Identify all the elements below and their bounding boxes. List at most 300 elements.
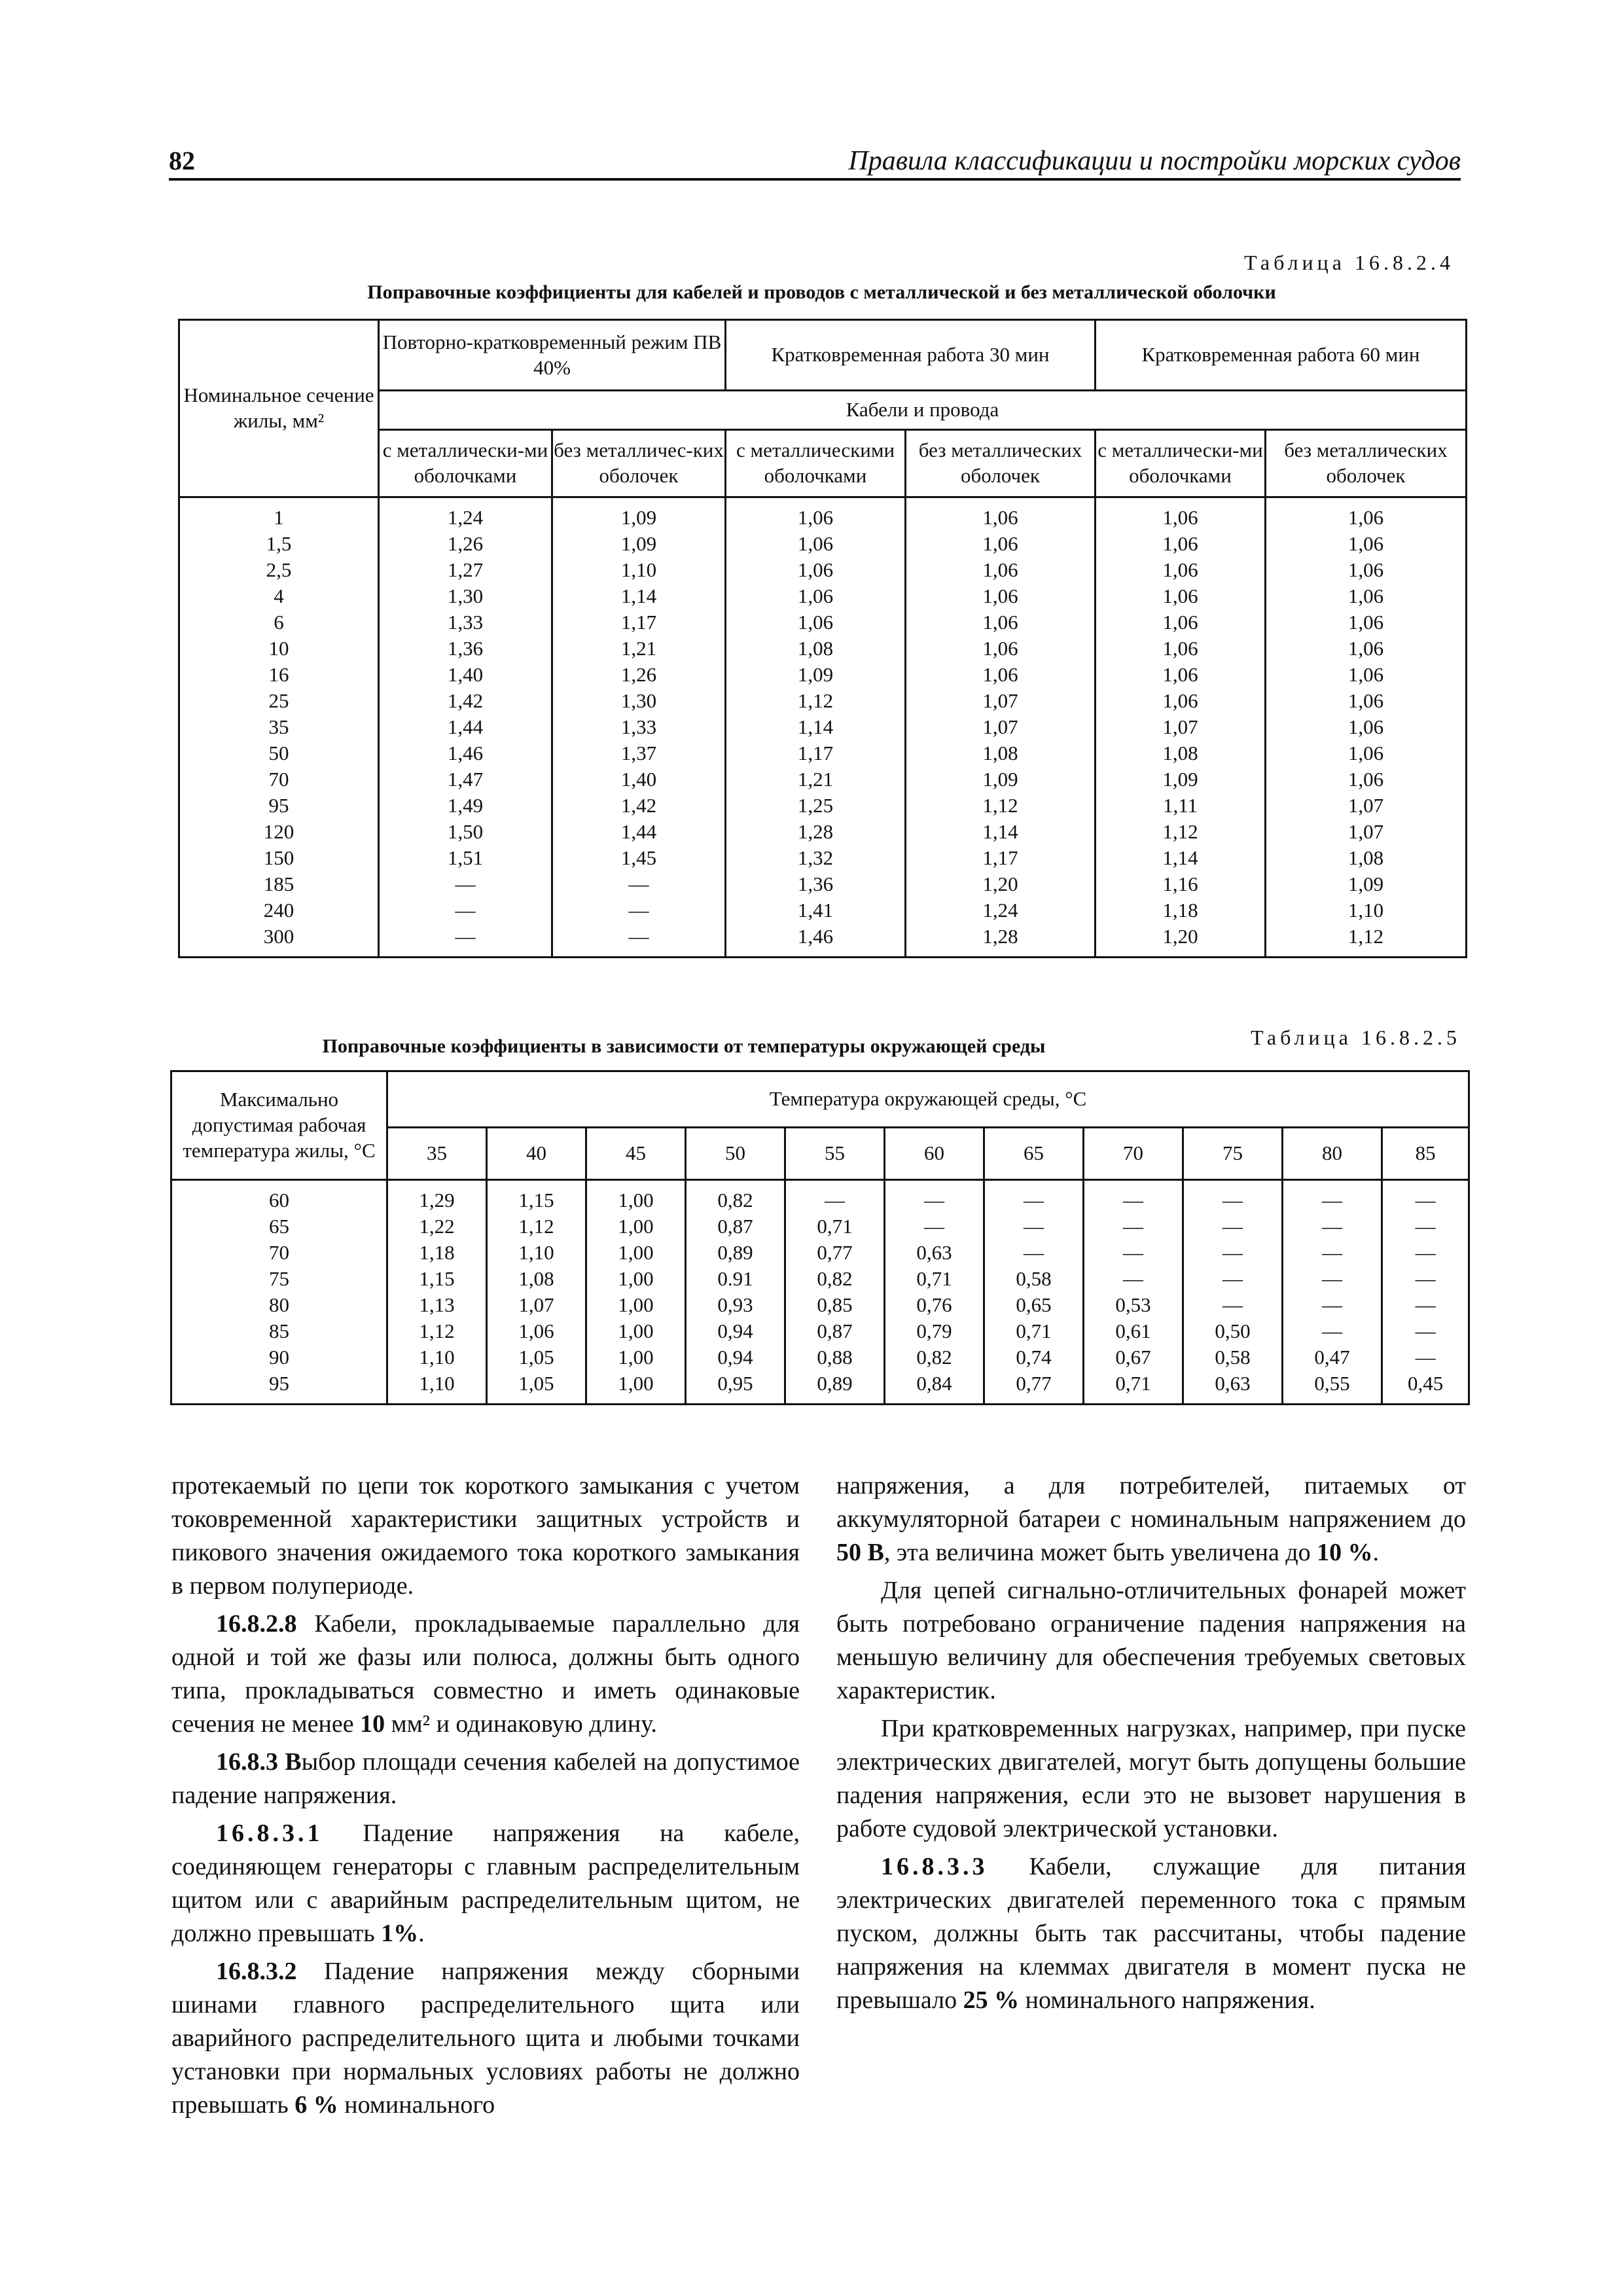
table-cell: 1,06	[1347, 506, 1384, 529]
table2-temp-header: 70	[1084, 1128, 1183, 1180]
table-cell: 300	[263, 925, 294, 948]
table-cell: 1,33	[447, 611, 484, 634]
table-cell: 1,20	[982, 872, 1018, 895]
table-cell: 1,00	[618, 1319, 654, 1342]
table1-column	[906, 497, 1096, 958]
table2-row-header: Максимально допустимая рабочая температура жилы, °С	[171, 1071, 387, 1180]
table-cell: —	[1415, 1241, 1436, 1264]
table-cell: —	[1322, 1293, 1342, 1316]
table-cell: 95	[268, 794, 289, 817]
table-cell: —	[1322, 1241, 1342, 1264]
table-cell: 150	[263, 846, 294, 869]
table-cell: 1,49	[447, 794, 484, 817]
table-cell: 1,06	[797, 558, 834, 581]
table1-group-header: Кратковременная работа 30 мин	[726, 320, 1096, 391]
table-cell: 2,5	[266, 558, 292, 581]
table1-sub-header: без металлических оболочек	[906, 430, 1096, 497]
clause-number: 16.8.3.2	[216, 1958, 297, 1985]
table-cell: —	[924, 1215, 944, 1238]
table-cell: 1,00	[618, 1215, 654, 1238]
paragraph-text: Падение напряжения между сборными шинами главного распределительного щита или аварийного распределительного щита и любыми точками установки при нормальных условиях работы не должно превышать	[171, 1958, 800, 2119]
table-cell: 1,14	[982, 820, 1018, 843]
table-cell: 1,09	[1347, 872, 1384, 895]
table-cell: 0,71	[916, 1267, 952, 1290]
paragraph-text: Для цепей сигнально-отличительных фонарей может быть потребовано ограничение падения напряжения на меньшую величину для обеспечения требуемых световых характеристик.	[836, 1577, 1466, 1704]
table-cell: 185	[263, 872, 294, 895]
table2-column	[885, 1180, 984, 1405]
table-cell: 1,40	[620, 768, 657, 791]
table2-column	[586, 1180, 686, 1405]
table-cell: 120	[263, 820, 294, 843]
table-cell: —	[628, 872, 649, 895]
table-cell: 0,82	[916, 1346, 952, 1369]
table-cell: 1,06	[1347, 768, 1384, 791]
table-cell: 1,12	[1162, 820, 1198, 843]
table-cell: 0.91	[717, 1267, 753, 1290]
table-cell: —	[1222, 1189, 1243, 1211]
table-cell: —	[1322, 1267, 1342, 1290]
paragraph	[836, 1712, 1466, 1846]
table-cell: 1,26	[620, 663, 657, 686]
table-cell: 1,06	[1347, 663, 1384, 686]
paragraph	[171, 1955, 800, 2122]
left-text-column	[171, 1469, 800, 2126]
table-cell: 1,09	[620, 532, 657, 555]
paragraph	[836, 1574, 1466, 1708]
table-cell: —	[1123, 1241, 1143, 1264]
table-cell: 1,15	[518, 1189, 554, 1211]
table-cell: 1,06	[1347, 532, 1384, 555]
table1-label: Таблица 16.8.2.4	[1244, 251, 1454, 274]
table-cell: 1,26	[447, 532, 484, 555]
table1-column	[179, 497, 379, 958]
table-cell: 1	[274, 506, 284, 529]
table-cell: 0,47	[1314, 1346, 1350, 1369]
table2-column	[387, 1180, 487, 1405]
table1-group-header: Повторно-кратковременный режим ПВ 40%	[379, 320, 726, 391]
table-cell: 1,09	[620, 506, 657, 529]
table-cell: 1,17	[797, 742, 834, 764]
table-cell: 1,06	[1162, 506, 1198, 529]
table-cell: 1,21	[797, 768, 834, 791]
table-cell: —	[1322, 1189, 1342, 1211]
table-cell: 1,28	[797, 820, 834, 843]
paragraph	[171, 1817, 800, 1950]
table-cell: 0,93	[717, 1293, 753, 1316]
table-cell: 1,14	[620, 584, 657, 607]
table-cell: 0,45	[1407, 1372, 1444, 1395]
table2-column	[1183, 1180, 1283, 1405]
table-cell: 1,12	[797, 689, 834, 712]
table-cell: 1,12	[419, 1319, 455, 1342]
table-cell: 0,58	[1016, 1267, 1052, 1290]
table-cell: —	[455, 925, 476, 948]
table-cell: 1,06	[797, 532, 834, 555]
table-cell: 0,82	[817, 1267, 853, 1290]
table-cell: 1,17	[982, 846, 1018, 869]
value: 25 %	[963, 1986, 1020, 2014]
table-cell: —	[1024, 1189, 1044, 1211]
table-cell: 0,89	[817, 1372, 853, 1395]
table-cell: 0,63	[916, 1241, 952, 1264]
table-cell: 1,06	[982, 532, 1018, 555]
table-cell: —	[1415, 1189, 1436, 1211]
table-cell: 1,30	[620, 689, 657, 712]
table-cell: 1,14	[797, 715, 834, 738]
table-cell: 1,07	[1347, 794, 1384, 817]
page-number: 82	[169, 146, 195, 175]
table-cell: —	[1222, 1293, 1243, 1316]
table2-group-header: Температура окружающей среды, °С	[387, 1071, 1469, 1128]
table-cell: 1,36	[447, 637, 484, 660]
table2-column	[487, 1180, 586, 1405]
table1-sub-header: с металлическими оболочками	[726, 430, 906, 497]
table1-row-header: Номинальное сечение жилы, мм²	[179, 320, 379, 497]
table-cell: 0,71	[1016, 1319, 1052, 1342]
table-cell: 0,50	[1215, 1319, 1251, 1342]
table-cell: —	[628, 925, 649, 948]
table2-temp-header: 40	[487, 1128, 586, 1180]
table-cell: 1,07	[1347, 820, 1384, 843]
table-cell: —	[628, 899, 649, 922]
table-cell: 1,09	[1162, 768, 1198, 791]
table-cell: —	[1024, 1215, 1044, 1238]
table-cell: 25	[268, 689, 289, 712]
table-cell: —	[1322, 1215, 1342, 1238]
paragraph-text: и одинаковую длину.	[430, 1710, 657, 1738]
clause-number: 16.8.3.1	[216, 1820, 323, 1847]
table-cell: 1,44	[447, 715, 484, 738]
table2-temp-header: 65	[984, 1128, 1084, 1180]
table-cell: 0,77	[817, 1241, 853, 1264]
table-cell: —	[1415, 1346, 1436, 1369]
table-cell: 1,46	[797, 925, 834, 948]
table-cell: 1,06	[1347, 742, 1384, 764]
table-cell: 1,06	[1162, 663, 1198, 686]
table-cell: 1,12	[1347, 925, 1384, 948]
table-cell: —	[1222, 1241, 1243, 1264]
table-cell: —	[825, 1189, 845, 1211]
table-cell: 0,87	[717, 1215, 753, 1238]
table1-column	[552, 497, 726, 958]
paragraph	[171, 1746, 800, 1812]
table-cell: 0,94	[717, 1346, 753, 1369]
table-cell: 1,06	[797, 611, 834, 634]
table2-label: Таблица 16.8.2.5	[1251, 1026, 1461, 1049]
table-cell: 1,50	[447, 820, 484, 843]
table-cell: 0,74	[1016, 1346, 1052, 1369]
table-cell: 1,25	[797, 794, 834, 817]
table-cell: 1,24	[447, 506, 484, 529]
paragraph-text: номинального напряжения.	[1019, 1986, 1315, 2014]
table-cell: 1,00	[618, 1241, 654, 1264]
table-cell: 1,06	[1347, 689, 1384, 712]
table-cell: 1,00	[618, 1372, 654, 1395]
table-cell: —	[455, 899, 476, 922]
table-cell: 0,65	[1016, 1293, 1052, 1316]
table2-temp-header: 50	[686, 1128, 785, 1180]
table-cell: 1,13	[419, 1293, 455, 1316]
table-cell: —	[455, 872, 476, 895]
table2-temp-header: 45	[586, 1128, 686, 1180]
section-title: ыбор площади сечения кабелей на допустимое падение напряжения.	[171, 1748, 800, 1809]
table-cell: 1,11	[1162, 794, 1198, 817]
table-cell: 1,00	[618, 1189, 654, 1211]
table-cell: 6	[274, 611, 284, 634]
paragraph-text: номинального	[338, 2091, 495, 2119]
table-cell: 1,06	[1162, 558, 1198, 581]
table-cell: 1,00	[618, 1267, 654, 1290]
table-cell: —	[924, 1189, 944, 1211]
paragraph-text: Падение напряжения на кабеле, соединяющем генераторы с главным распределительным щитом или с аварийным распределительным щитом, не должно превышать	[171, 1820, 800, 1947]
table-cell: 1,07	[982, 715, 1018, 738]
table-cell: —	[1222, 1267, 1243, 1290]
table-cell: 1,44	[620, 820, 657, 843]
table-cell: 1,40	[447, 663, 484, 686]
table2-column	[785, 1180, 885, 1405]
table-cell: 0,61	[1115, 1319, 1151, 1342]
table-cell: 60	[269, 1189, 289, 1211]
table-cell: 1,08	[1347, 846, 1384, 869]
table-cell: 1,06	[518, 1319, 554, 1342]
value: 10	[360, 1710, 385, 1738]
header-rule	[169, 178, 1461, 181]
table-cell: 1,07	[982, 689, 1018, 712]
table-cell: 0,76	[916, 1293, 952, 1316]
table-cell: 0,53	[1115, 1293, 1151, 1316]
table-cell: 240	[263, 899, 294, 922]
table-cell: 1,10	[1347, 899, 1384, 922]
table-cell: 0,58	[1215, 1346, 1251, 1369]
table-cell: 1,18	[419, 1241, 455, 1264]
table2-temp-header: 85	[1382, 1128, 1469, 1180]
table1-sub-header: с металлически-ми оболочками	[1096, 430, 1266, 497]
table-cell: 0,82	[717, 1189, 753, 1211]
table-cell: 1,06	[982, 584, 1018, 607]
table-cell: 90	[269, 1346, 289, 1369]
value: 50 В	[836, 1539, 884, 1566]
table-cell: 0,63	[1215, 1372, 1251, 1395]
table-cell: 1,36	[797, 872, 834, 895]
table-cell: 1,18	[1162, 899, 1198, 922]
table-cell: 1,27	[447, 558, 484, 581]
table-cell: 1,5	[266, 532, 292, 555]
table-cell: 1,06	[1347, 558, 1384, 581]
table-cell: 1,10	[419, 1372, 455, 1395]
table-cell: 0,84	[916, 1372, 952, 1395]
table-cell: 1,06	[1162, 532, 1198, 555]
table-cell: 0,71	[1115, 1372, 1151, 1395]
table2-temp-header: 55	[785, 1128, 885, 1180]
table-cell: 1,06	[797, 506, 834, 529]
table-cell: 1,41	[797, 899, 834, 922]
table-cell: 1,06	[1347, 715, 1384, 738]
table1-column	[379, 497, 552, 958]
table-cell: —	[1222, 1215, 1243, 1238]
table-cell: 50	[268, 742, 289, 764]
table-cell: 1,09	[982, 768, 1018, 791]
paragraph-text: .	[418, 1920, 425, 1947]
table-cell: 1,06	[982, 663, 1018, 686]
table1-sub-header: без металличес-ких оболочек	[552, 430, 726, 497]
table-cell: 1,15	[419, 1267, 455, 1290]
table-cell: 1,10	[620, 558, 657, 581]
right-text-column	[836, 1469, 1466, 2022]
table-cell: 1,05	[518, 1372, 554, 1395]
paragraph	[171, 1607, 800, 1741]
table1-sub-header: без металлических оболочек	[1266, 430, 1467, 497]
table-cell: 1,06	[1162, 584, 1198, 607]
table-cell: 70	[269, 1241, 289, 1264]
table2-temp-header: 80	[1283, 1128, 1382, 1180]
table-cell: —	[1123, 1267, 1143, 1290]
table-cell: 1,33	[620, 715, 657, 738]
table-cell: 1,20	[1162, 925, 1198, 948]
table-cell: 1,06	[1347, 637, 1384, 660]
table-cell: 1,46	[447, 742, 484, 764]
table-cell: 1,06	[982, 637, 1018, 660]
correction-table-temperature	[170, 1070, 1470, 1405]
table-cell: 1,07	[518, 1293, 554, 1316]
table-cell: 1,06	[982, 558, 1018, 581]
table-cell: 1,51	[447, 846, 484, 869]
table-cell: —	[1322, 1319, 1342, 1342]
table-cell: 1,06	[1162, 637, 1198, 660]
table-cell: 0,85	[817, 1293, 853, 1316]
table-cell: 75	[269, 1267, 289, 1290]
table-cell: 1,00	[618, 1346, 654, 1369]
table-cell: 0,55	[1314, 1372, 1350, 1395]
table-cell: 1,06	[797, 584, 834, 607]
running-title: Правила классификации и постройки морских судов	[848, 146, 1461, 176]
table-cell: 1,42	[620, 794, 657, 817]
table-cell: 1,06	[982, 506, 1018, 529]
table-cell: —	[1123, 1189, 1143, 1211]
table1-column	[1096, 497, 1266, 958]
table-cell: 0,87	[817, 1319, 853, 1342]
paragraph-text: напряжения, а для потребителей, питаемых от аккумуляторной батареи с номинальным напряжением до	[836, 1472, 1466, 1533]
table-cell: —	[1415, 1293, 1436, 1316]
value: 10 %	[1317, 1539, 1373, 1566]
table-cell: 1,14	[1162, 846, 1198, 869]
paragraph-text: Кабели, прокладываемые параллельно для одной и той же фазы или полюса, должны быть одного типа, прокладываться совместно и иметь одинаковые сечения не менее	[171, 1610, 800, 1738]
clause-number: 16.8.2.8	[216, 1610, 297, 1638]
paragraph-text: .	[1372, 1539, 1380, 1566]
table-cell: 1,21	[620, 637, 657, 660]
table-cell: 1,32	[797, 846, 834, 869]
table2-column	[984, 1180, 1084, 1405]
paragraph	[836, 1469, 1466, 1570]
table-cell: 0,67	[1115, 1346, 1151, 1369]
table-cell: —	[1024, 1241, 1044, 1264]
table-cell: 1,12	[982, 794, 1018, 817]
table1-spanning-header: Кабели и провода	[379, 391, 1467, 430]
table1-column	[1266, 497, 1467, 958]
table-cell: 95	[269, 1372, 289, 1395]
table-cell: 1,17	[620, 611, 657, 634]
table1-group-header: Кратковременная работа 60 мин	[1096, 320, 1467, 391]
table-cell: 1,08	[1162, 742, 1198, 764]
table-cell: 1,07	[1162, 715, 1198, 738]
table-cell: 1,06	[1347, 584, 1384, 607]
clause-number: 16.8.3.3	[881, 1853, 988, 1880]
table2-column	[1382, 1180, 1469, 1405]
table2-column	[686, 1180, 785, 1405]
table-cell: 1,06	[982, 611, 1018, 634]
table-cell: 1,10	[419, 1346, 455, 1369]
table-cell: 0,77	[1016, 1372, 1052, 1395]
value: 6 %	[294, 2091, 338, 2119]
table-cell: 1,16	[1162, 872, 1198, 895]
table-cell: 1,47	[447, 768, 484, 791]
table-cell: 0,71	[817, 1215, 853, 1238]
unit: мм²	[385, 1710, 431, 1738]
table-cell: 35	[268, 715, 289, 738]
table-cell: 1,08	[982, 742, 1018, 764]
table2-title: Поправочные коэффициенты в зависимости от температуры окружающей среды	[322, 1035, 1046, 1057]
table-cell: 10	[268, 637, 289, 660]
table-cell: 1,12	[518, 1215, 554, 1238]
table-cell: 1,08	[797, 637, 834, 660]
table-cell: 1,22	[419, 1215, 455, 1238]
table-cell: 80	[269, 1293, 289, 1316]
table2-temp-header: 60	[885, 1128, 984, 1180]
table-cell: 0,89	[717, 1241, 753, 1264]
table2-column	[171, 1180, 387, 1405]
table1-column	[726, 497, 906, 958]
paragraph	[171, 1469, 800, 1603]
table-cell: 0,88	[817, 1346, 853, 1369]
paragraph-text: , эта величина может быть увеличена до	[883, 1539, 1317, 1566]
table-cell: 1,45	[620, 846, 657, 869]
table-cell: 0,95	[717, 1372, 753, 1395]
table-cell: 1,29	[419, 1189, 455, 1211]
paragraph-text: протекаемый по цепи ток короткого замыкания с учетом токовременной характеристики защитных устройств и пикового значения ожидаемого тока короткого замыкания в первом полупериоде.	[171, 1472, 800, 1600]
table-cell: 0,94	[717, 1319, 753, 1342]
table-cell: 1,09	[797, 663, 834, 686]
table-cell: 0,79	[916, 1319, 952, 1342]
table-cell: 65	[269, 1215, 289, 1238]
table2-column	[1084, 1180, 1183, 1405]
table2-temp-header: 75	[1183, 1128, 1283, 1180]
paragraph-text: Кабели, служащие для питания электрических двигателей переменного тока с прямым пуском, должны быть так рассчитаны, чтобы падение напряжения на клеммах двигателя в момент пуска не превышало	[836, 1853, 1466, 2014]
table-cell: 1,10	[518, 1241, 554, 1264]
section-title-initial: В	[285, 1748, 302, 1776]
table-cell: 1,05	[518, 1346, 554, 1369]
paragraph	[836, 1850, 1466, 2017]
table-cell: 4	[274, 584, 284, 607]
table-cell: 1,08	[518, 1267, 554, 1290]
table-cell: —	[1123, 1215, 1143, 1238]
table-cell: 1,24	[982, 899, 1018, 922]
correction-table-cables	[178, 319, 1467, 958]
table-cell: 1,28	[982, 925, 1018, 948]
section-number: 16.8.3	[216, 1748, 278, 1776]
table-cell: 1,30	[447, 584, 484, 607]
paragraph-text: При кратковременных нагрузках, например, при пуске электрических двигателей, могут быть допущены большие падения напряжения, если это не вызовет нарушения в работе судовой электрической установки.	[836, 1715, 1466, 1842]
table1-title: Поправочные коэффициенты для кабелей и проводов с металлической и без металлической оболочки	[367, 281, 1276, 303]
table-cell: 70	[268, 768, 289, 791]
table-cell: 1,06	[1347, 611, 1384, 634]
table-cell: —	[1415, 1319, 1436, 1342]
table-cell: 1,37	[620, 742, 657, 764]
table-cell: 1,42	[447, 689, 484, 712]
table1-sub-header: с металлически-ми оболочками	[379, 430, 552, 497]
table2-column	[1283, 1180, 1382, 1405]
table-cell: 16	[268, 663, 289, 686]
value: 1%	[381, 1920, 419, 1947]
table-cell: 1,06	[1162, 689, 1198, 712]
